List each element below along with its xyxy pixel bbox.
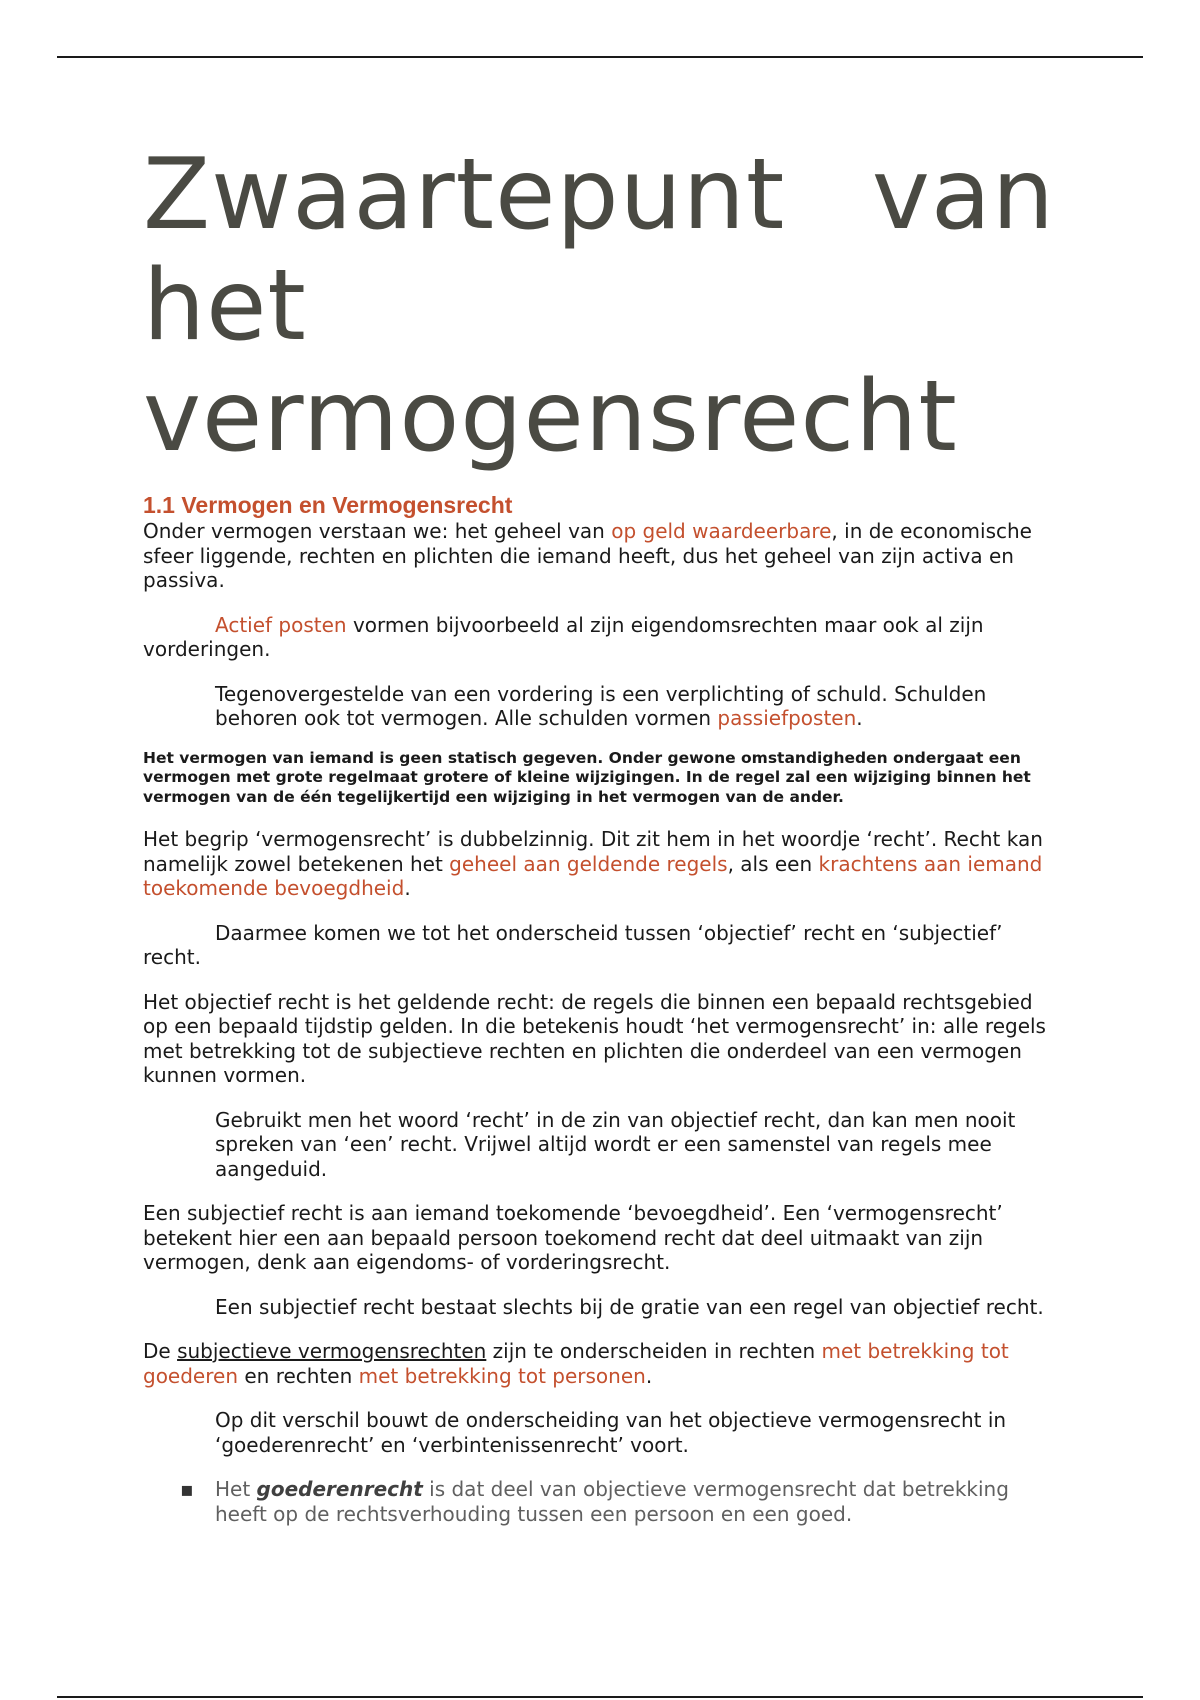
underlined-text: subjectieve vermogensrechten [177,1339,487,1363]
section-heading: 1.1 Vermogen en Vermogensrecht [143,492,513,518]
square-bullet-icon: ▪ [180,1477,194,1501]
highlight-text: passiefposten [717,706,857,730]
bold-italic-term: goederenrecht [256,1477,423,1501]
paragraph-objectief-recht: Het objectief recht is het geldende recht: de regels die binnen een bepaald rechtsgebied op een bepaald tijdstip gelden. In die betekenis houdt ‘het vermogensrecht’ in: alle regels met betrekking tot de subjectieve rechten en plichten die onderdeel van een vermogen kunnen vormen. [143,989,1046,1087]
text: Het begrip ‘vermogensrecht’ is dubbelzinnig. Dit zit hem in het woordje ‘recht’. Recht kan namelijk zowel betekenen het [143,827,1043,876]
header-rule [57,56,1143,58]
paragraph-onderscheiding: Op dit verschil bouwt de onderscheiding van het objectieve vermogensrecht in ‘goederenrecht’ en ‘verbintenissenrecht’ voort. [215,1408,1007,1457]
paragraph-passiefposten [143,682,1055,731]
list-item [143,1477,1055,1526]
text: . [645,1363,653,1388]
highlight-text: krachtens aan iemand toekomende bevoegdheid [143,851,1043,900]
text: vormen bijvoorbeeld al zijn eigendomsrechten maar ook al zijn vorderingen. [143,612,984,661]
text: Tegenovergestelde van een vordering is een verplichting of schuld. Schulden behoren ook tot vermogen. Alle schulden vormen [215,681,987,730]
paragraph-gratie: Een subjectief recht bestaat slechts bij de gratie van een regel van objectief recht. [215,1294,1044,1319]
text: De [143,1339,178,1363]
paragraph-vermogen-wijzigingen: Het vermogen van iemand is geen statisch gegeven. Onder gewone omstandigheden ondergaat een vermogen met grote regelmaat grotere of kleine wijzigingen. In de regel zal een wijziging binnen het vermogen van de één tegelijkertijd een wijziging in het vermogen van de ander. [143,748,1031,806]
paragraph-onderscheid: Daarmee komen we tot het onderscheid tussen ‘objectief’ recht en ‘subjectief’ recht. [143,920,1003,969]
document-title: Zwaartepunt van het vermogensrecht [143,138,1055,474]
text: is dat deel van objectieve vermogensrecht dat betrekking heeft op de rechtsverhouding tussen een persoon en een goed. [215,1477,1009,1526]
paragraph-vermogen-definition [143,519,1055,593]
highlight-text: op geld waardeerbare [611,519,832,543]
paragraph-actief-posten [143,613,1055,662]
text: , in de economische sfeer liggende, rechten en plichten die iemand heeft, dus het geheel van zijn activa en passiva. [143,519,1032,592]
paragraph-subjectief-recht: Een subjectief recht is aan iemand toekomende ‘bevoegdheid’. Een ‘vermogensrecht’ betekent hier een aan bepaald persoon toekomend recht dat deel uitmaakt van zijn vermogen, denk aan eigendoms- of vorderingsrecht. [143,1201,1003,1274]
paragraph-subjectieve-vermogensrechten [143,1339,1055,1388]
paragraph-woord-recht: Gebruikt men het woord ‘recht’ in de zin van objectief recht, dan kan men nooit spreken van ‘een’ recht. Vrijwel altijd wordt er een samenstel van regels mee aangeduid. [215,1107,1016,1181]
text: , als een [727,851,819,876]
text: . [856,706,863,730]
paragraph-begrip-vermogensrecht [143,827,1055,901]
text: Onder vermogen verstaan we: het geheel van [143,519,612,543]
text: zijn te onderscheiden in rechten [486,1339,822,1363]
footer-rule [57,1696,1143,1698]
highlight-text: met betrekking tot personen [358,1363,646,1388]
text: en rechten [238,1363,359,1388]
document-body [143,140,1055,1526]
highlight-text: met betrekking tot goederen [143,1339,1009,1388]
highlight-text: geheel aan geldende regels [449,851,728,876]
highlight-text: Actief posten [215,612,347,637]
text: . [404,876,411,900]
text: Het [215,1477,257,1501]
